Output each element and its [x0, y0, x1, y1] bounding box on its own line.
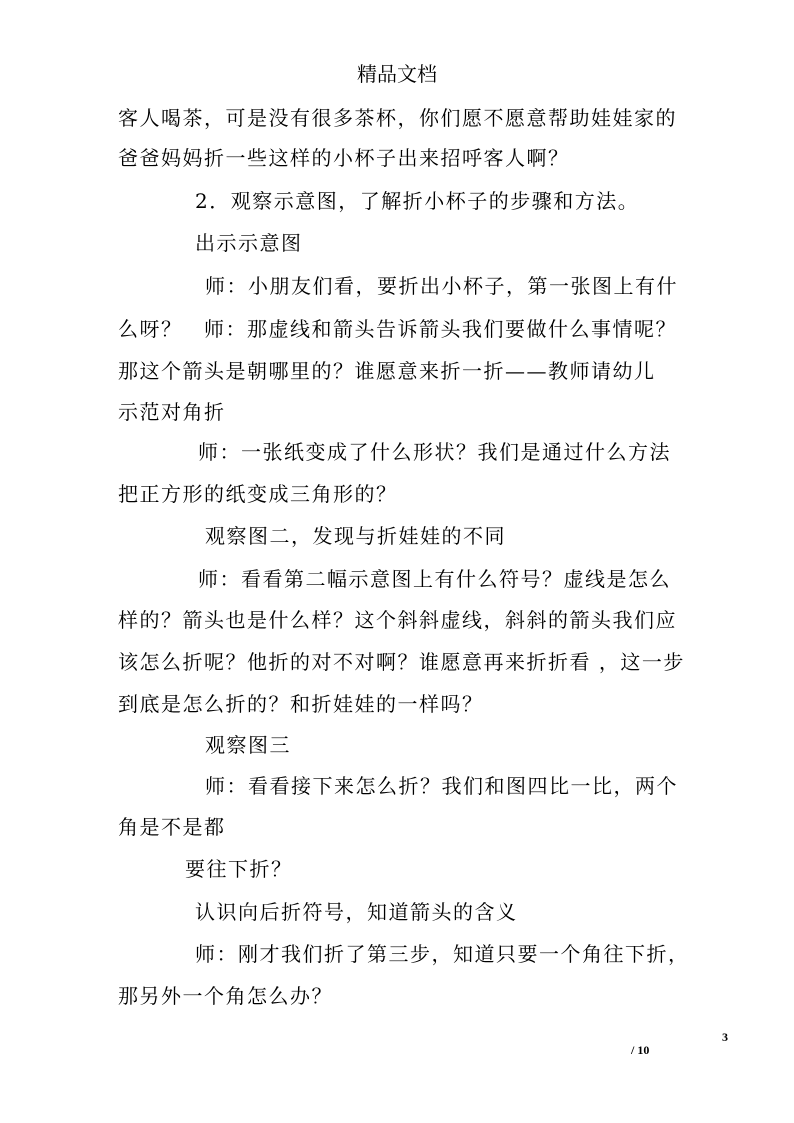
body-line: 2．观察示意图，了解折小杯子的步骤和方法。	[195, 189, 640, 213]
body-line: 师：一张纸变成了什么形状？我们是通过什么方法	[198, 440, 671, 464]
page-number: 3	[722, 1030, 728, 1044]
body-line: 师：小朋友们看，要折出小杯子，第一张图上有什	[205, 274, 678, 298]
body-line: 师：看看接下来怎么折？我们和图四比一比，两个	[205, 774, 678, 798]
body-line: 爸爸妈妈折一些这样的小杯子出来招呼客人啊？	[118, 146, 570, 170]
body-line: 该怎么折呢？他折的对不对啊？谁愿意再来折折看 ，这一步	[118, 650, 685, 674]
body-line: 观察图三	[205, 733, 291, 757]
body-line: 那这个箭头是朝哪里的？谁愿意来折一折——教师请幼儿	[118, 359, 656, 383]
body-line: 示范对角折	[118, 400, 226, 424]
body-line: 到底是怎么折的？和折娃娃的一样吗？	[118, 692, 484, 716]
body-line: 客人喝茶，可是没有很多茶杯，你们愿不愿意帮助娃娃家的	[118, 106, 677, 130]
body-line: 角是不是都	[118, 815, 226, 839]
body-line: 样的？箭头也是什么样？这个斜斜虚线，斜斜的箭头我们应	[118, 608, 677, 632]
body-line: 师：看看第二幅示意图上有什么符号？虚线是怎么	[198, 567, 671, 591]
body-line: 认识向后折符号，知道箭头的含义	[195, 900, 518, 924]
body-line: 那另外一个角怎么办？	[118, 984, 333, 1008]
page-header-title: 精品文档	[357, 62, 437, 86]
body-line: 要往下折？	[185, 857, 293, 881]
body-line: 观察图二，发现与折娃娃的不同	[205, 524, 506, 548]
page-total: / 10	[631, 1043, 650, 1057]
body-line: 出示示意图	[195, 231, 303, 255]
body-line: 么呀？ 师：那虚线和箭头告诉箭头我们要做什么事情呢？	[118, 317, 677, 341]
body-line: 把正方形的纸变成三角形的？	[118, 482, 398, 506]
body-line: 师：刚才我们折了第三步，知道只要一个角往下折，	[195, 942, 690, 966]
